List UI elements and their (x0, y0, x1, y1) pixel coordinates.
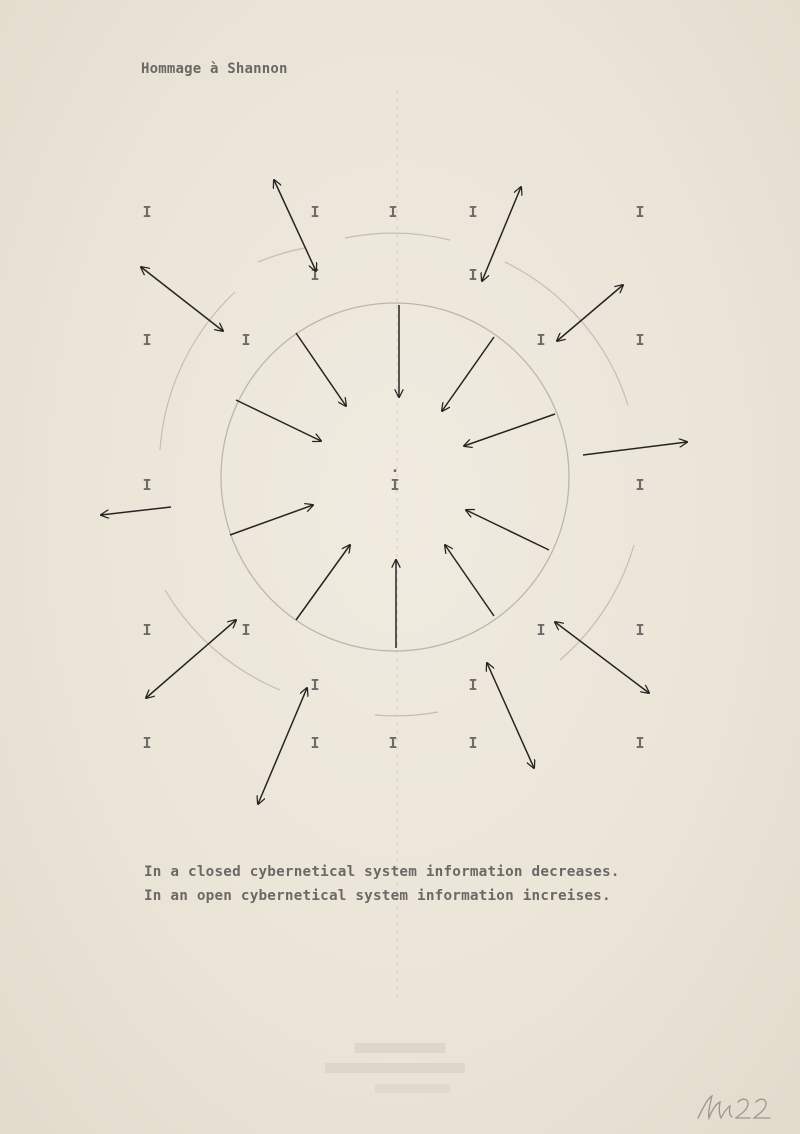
typed-glyph: I (536, 331, 546, 349)
typed-glyph: I (310, 676, 320, 694)
typed-glyph: I (142, 621, 152, 639)
typed-glyph: I (536, 621, 546, 639)
arrow (296, 333, 346, 406)
arrow (101, 507, 171, 515)
arrow (442, 337, 494, 411)
typed-glyph: I (310, 266, 320, 284)
typed-glyph: I (241, 621, 251, 639)
typed-glyph: I (390, 476, 400, 494)
typed-glyph: I (468, 676, 478, 694)
arrow (258, 688, 307, 804)
typed-glyph: I (388, 203, 398, 221)
typed-glyph: I (468, 203, 478, 221)
document-title: Hommage à Shannon (141, 61, 288, 77)
arrow (296, 545, 350, 620)
arrow (464, 414, 555, 446)
typed-glyph: I (310, 734, 320, 752)
handwritten-signature (694, 1088, 789, 1128)
arrow (236, 400, 321, 441)
caption-line-1: In a closed cybernetical system information decreases. (144, 864, 620, 880)
typed-glyph: I (310, 203, 320, 221)
typed-glyph: I (635, 734, 645, 752)
typed-glyph: I (142, 203, 152, 221)
arrow (466, 510, 549, 550)
typed-glyph: I (388, 734, 398, 752)
arrow (583, 442, 687, 455)
arrow (274, 180, 316, 271)
typed-glyph: I (241, 331, 251, 349)
ghost-show-through (325, 1043, 465, 1093)
arrow (141, 267, 223, 331)
typed-glyph: I (142, 331, 152, 349)
caption-line-2: In an open cybernetical system information increises. (144, 888, 611, 904)
arrow (146, 620, 236, 698)
typed-glyph: I (635, 621, 645, 639)
typed-glyph: I (142, 476, 152, 494)
arrow (230, 505, 313, 535)
typed-glyph: I (635, 476, 645, 494)
typed-glyph: I (468, 734, 478, 752)
typed-glyph: I (635, 203, 645, 221)
typed-glyph: I (635, 331, 645, 349)
center-dot: · (390, 462, 400, 480)
arrow (487, 663, 534, 768)
typed-glyph: I (142, 734, 152, 752)
arrow (445, 545, 494, 616)
typed-glyph: I (468, 266, 478, 284)
